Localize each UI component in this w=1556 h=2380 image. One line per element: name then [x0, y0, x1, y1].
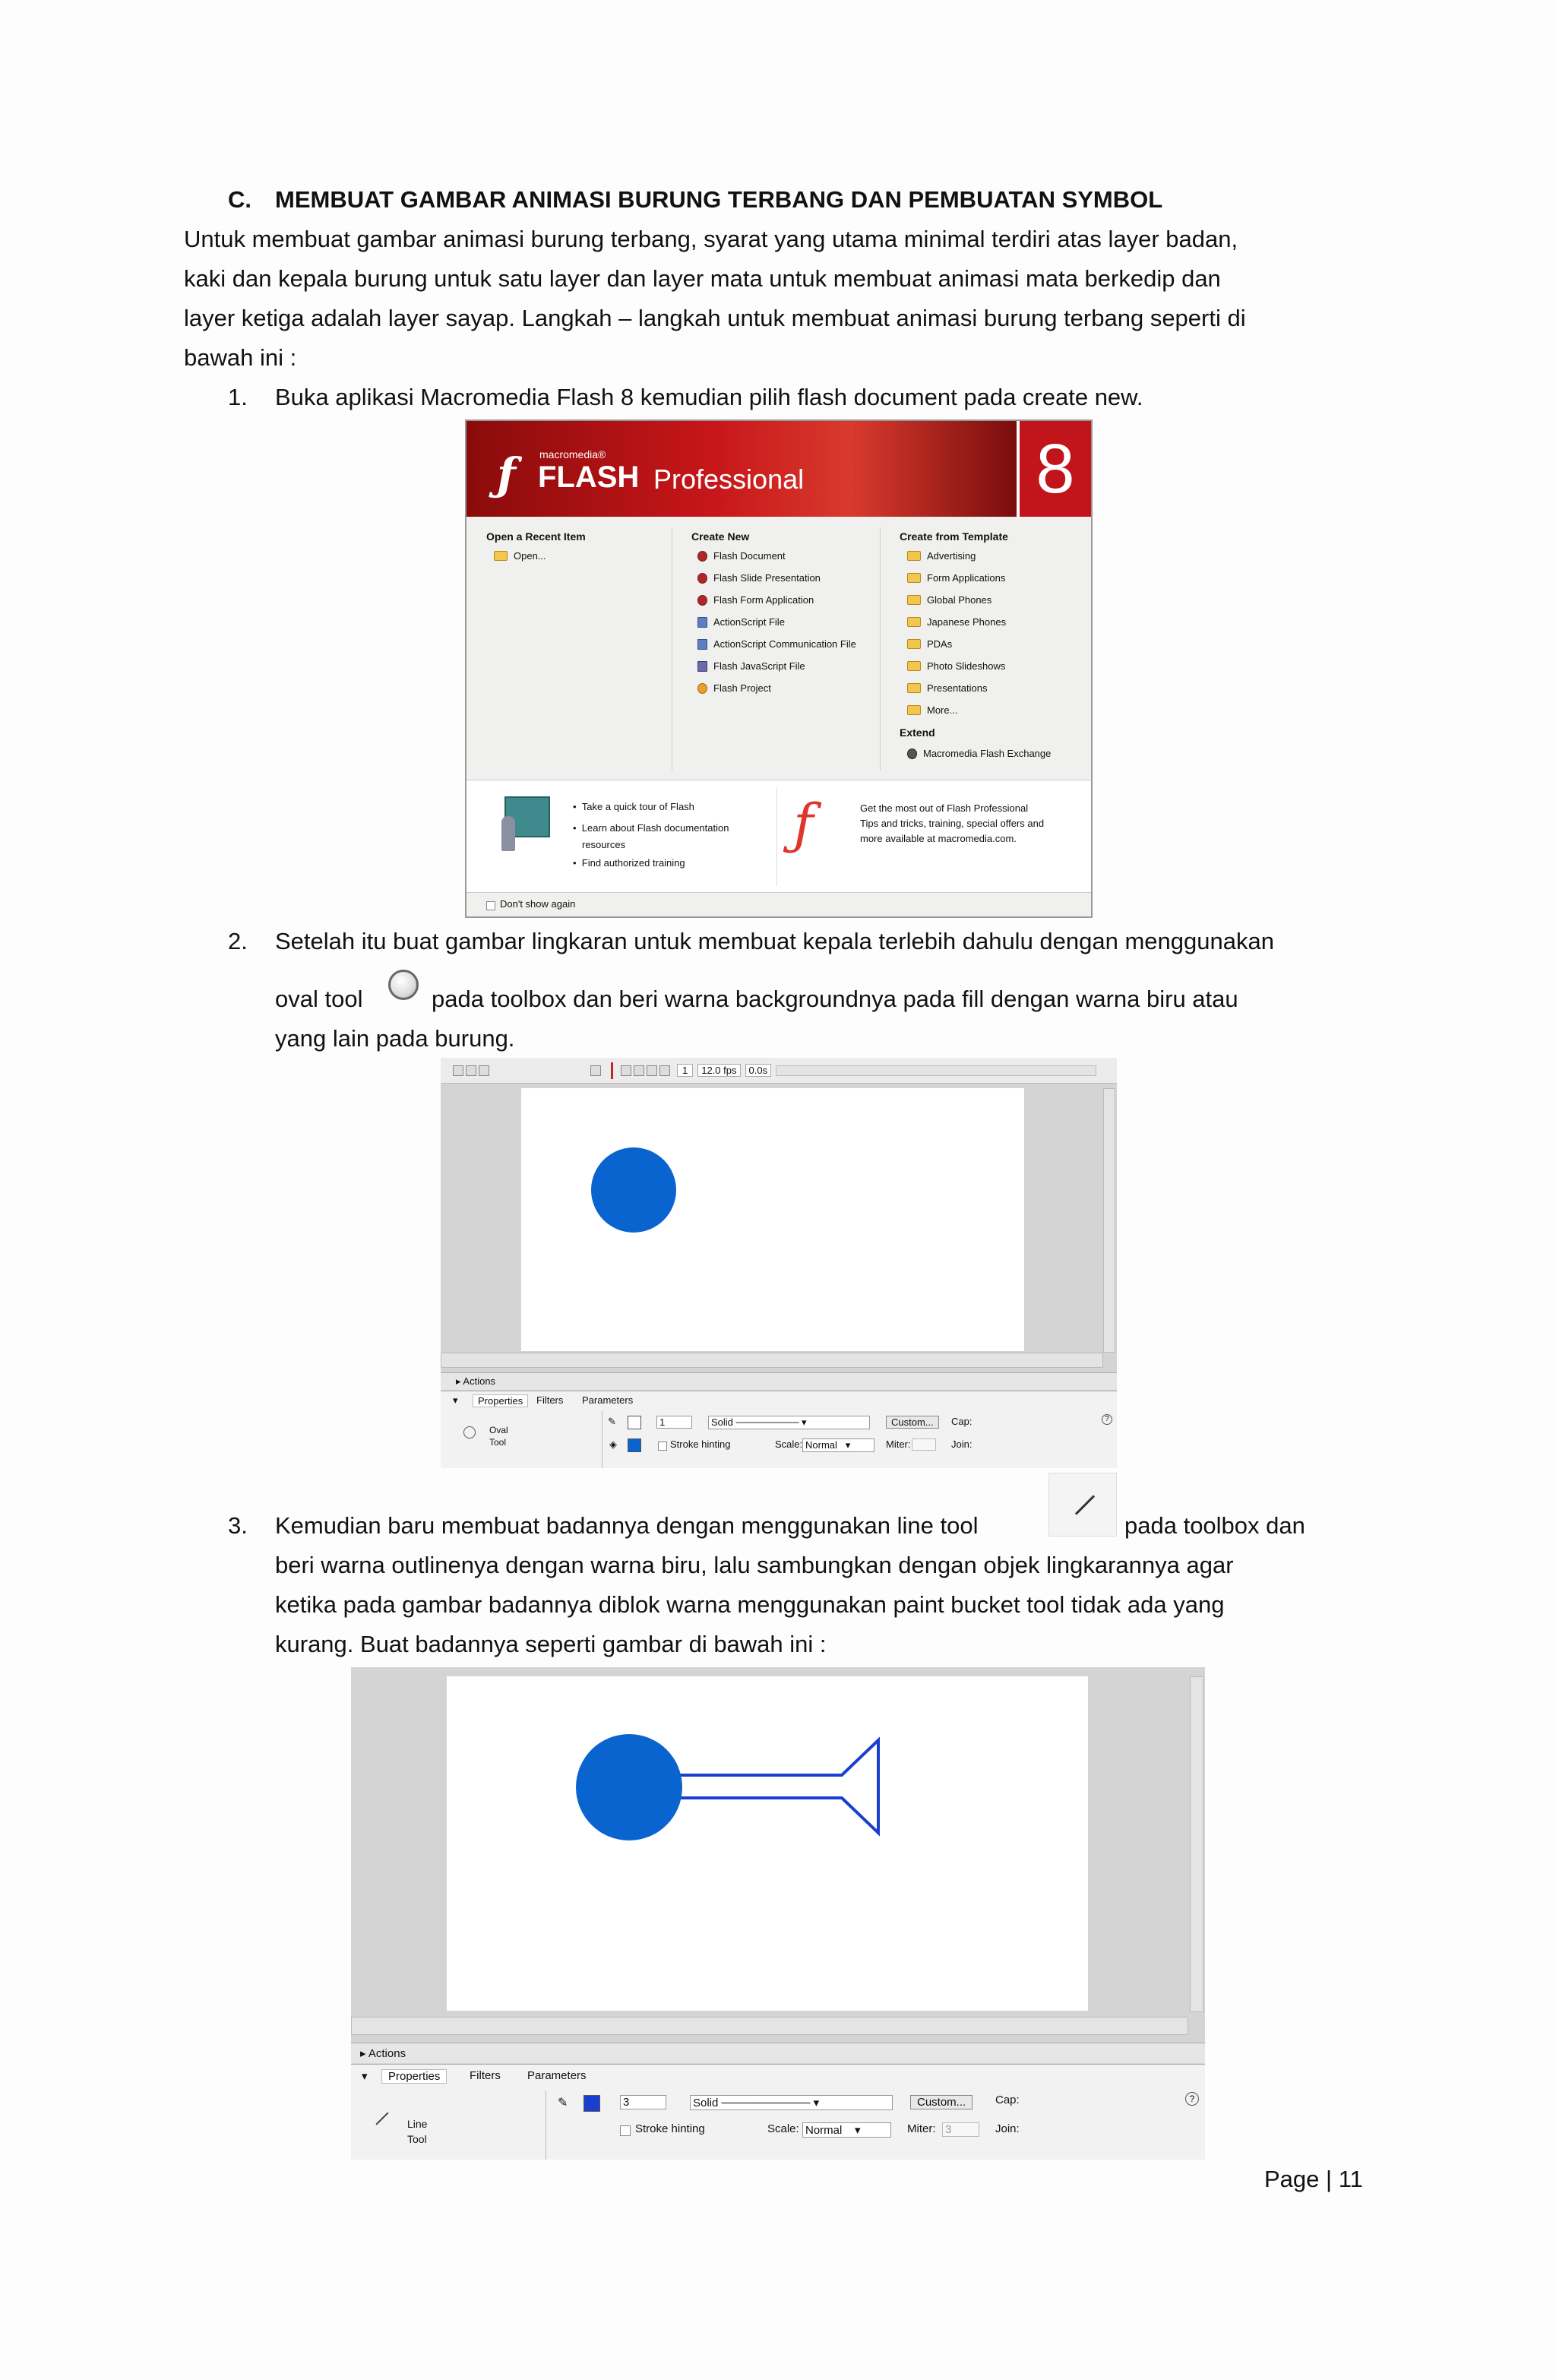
flash-product: FLASH [538, 460, 640, 494]
line-small-icon [376, 2113, 389, 2125]
step-number: 3. [228, 1512, 248, 1539]
create-new-heading: Create New [691, 530, 750, 543]
step-text: yang lain pada burung. [275, 1025, 515, 1052]
step-text: ketika pada gambar badannya diblok warna menggunakan paint bucket tool tidak ada yang [275, 1591, 1225, 1618]
tour-link-continued[interactable]: resources [582, 839, 626, 850]
tool-name: Line [407, 2118, 428, 2130]
create-new-item[interactable]: Flash JavaScript File [697, 660, 805, 672]
tour-link[interactable]: • Learn about Flash documentation [573, 822, 729, 834]
stage [521, 1088, 1024, 1351]
horizontal-scrollbar[interactable] [351, 2017, 1188, 2035]
step-text: pada toolbox dan beri warna backgroundnya pada fill dengan warna biru atau [432, 986, 1238, 1012]
create-new-item[interactable]: Flash Slide Presentation [697, 572, 821, 584]
flash-doc-icon [697, 573, 707, 584]
pencil-icon: ✎ [558, 2097, 568, 2109]
flash-brand: macromedia® [539, 448, 606, 460]
step-number: 2. [228, 928, 248, 954]
tab-properties[interactable]: Properties [381, 2069, 447, 2084]
horizontal-scrollbar[interactable] [441, 1353, 1103, 1368]
onion-outline-icon[interactable] [634, 1065, 644, 1076]
step-text: Kemudian baru membuat badannya dengan menggunakan line tool [275, 1512, 979, 1539]
actions-label: Actions [463, 1375, 496, 1387]
template-item[interactable]: Form Applications [907, 572, 1005, 584]
properties-panel [351, 2064, 1205, 2160]
step-text: kurang. Buat badannya seperti gambar di bawah ini : [275, 1631, 827, 1657]
exchange-icon [907, 748, 917, 759]
stroke-hinting-checkbox[interactable] [658, 1442, 667, 1451]
template-item[interactable]: Presentations [907, 682, 988, 694]
actions-bar[interactable]: ▸ Actions [441, 1372, 1117, 1390]
scale-label: Scale: [767, 2122, 799, 2135]
create-new-item[interactable]: Flash Form Application [697, 594, 814, 606]
template-item[interactable]: Japanese Phones [907, 616, 1006, 628]
flash-doc-icon [697, 551, 707, 562]
vertical-scrollbar[interactable] [1190, 1676, 1203, 2012]
page-label: Page [1264, 2166, 1320, 2192]
join-label: Join: [995, 2122, 1020, 2135]
section-letter: C. [228, 186, 251, 213]
stroke-hinting-checkbox[interactable] [620, 2125, 631, 2136]
dont-show-label: Don't show again [500, 898, 576, 910]
stroke-hinting-label: Stroke hinting [670, 1438, 731, 1450]
flash-version-box [1017, 421, 1091, 517]
tab-parameters[interactable]: Parameters [582, 1394, 634, 1406]
flash-f-icon: ƒ [793, 792, 814, 856]
line-tool-icon [1048, 1473, 1117, 1537]
stroke-color-swatch[interactable] [584, 2095, 600, 2112]
oval-shape[interactable] [591, 1147, 676, 1233]
edit-multiple-icon[interactable] [647, 1065, 657, 1076]
vertical-scrollbar[interactable] [1103, 1088, 1115, 1353]
page-separator: | [1326, 2166, 1333, 2192]
oval-tool-screenshot [441, 1058, 1117, 1468]
tour-link[interactable]: • Find authorized training [573, 857, 685, 869]
miter-input[interactable] [912, 1438, 936, 1451]
custom-button[interactable]: Custom... [886, 1416, 939, 1429]
stage [447, 1676, 1088, 2011]
create-new-item[interactable]: Flash Project [697, 682, 771, 694]
open-recent-item[interactable]: Open... [494, 550, 546, 562]
timeline-toolbar [441, 1058, 1117, 1084]
create-new-item[interactable]: ActionScript Communication File [697, 638, 856, 650]
tool-name: Oval [489, 1425, 508, 1435]
bottom-divider [776, 787, 777, 886]
edit-icon[interactable] [453, 1065, 463, 1076]
scale-select[interactable]: Normal ▾ [802, 1438, 874, 1452]
template-item[interactable]: Advertising [907, 550, 976, 562]
collapse-icon[interactable]: ▾ [362, 2070, 368, 2083]
tool-name: Tool [407, 2133, 427, 2145]
miter-input[interactable]: 3 [942, 2122, 979, 2137]
folder-icon [907, 661, 921, 671]
tool-name: Tool [489, 1437, 507, 1448]
stroke-height[interactable]: 3 [620, 2095, 666, 2109]
javascript-icon [697, 661, 707, 672]
line-tool-screenshot [351, 1667, 1205, 2160]
elapsed-time: 0.0s [745, 1064, 772, 1077]
step-text: oval tool [275, 986, 363, 1012]
step-text: Setelah itu buat gambar lingkaran untuk membuat kepala terlebih dahulu dengan menggunakan [275, 928, 1274, 954]
promo-text: Get the most out of Flash Professional [860, 802, 1029, 814]
pencil-icon: ✎ [608, 1416, 616, 1427]
layer-icon[interactable] [479, 1065, 489, 1076]
tour-link[interactable]: • Take a quick tour of Flash [573, 801, 694, 812]
stroke-height[interactable]: 1 [656, 1416, 692, 1429]
tab-parameters[interactable]: Parameters [527, 2069, 587, 2082]
fill-color-swatch[interactable] [628, 1438, 641, 1452]
folder-icon [907, 639, 921, 649]
template-item[interactable]: Photo Slideshows [907, 660, 1005, 672]
folder-icon [907, 573, 921, 583]
actions-bar[interactable]: ▸ Actions [351, 2043, 1205, 2063]
frame-rate: 12.0 fps [697, 1064, 740, 1077]
promo-text: more available at macromedia.com. [860, 833, 1017, 844]
col-divider [880, 527, 881, 771]
step-text: Buka aplikasi Macromedia Flash 8 kemudian pilih flash document pada create new. [275, 384, 1143, 410]
template-item[interactable]: Global Phones [907, 594, 991, 606]
tab-filters[interactable]: Filters [536, 1394, 564, 1406]
folder-icon [907, 683, 921, 693]
page-footer [1264, 2160, 1363, 2199]
intro-line: layer ketiga adalah layer sayap. Langkah – langkah untuk membuat animasi burung terbang seperti di [184, 305, 1246, 331]
dont-show-checkbox[interactable] [486, 901, 495, 910]
template-heading: Create from Template [900, 530, 1008, 543]
miter-label: Miter: [886, 1438, 911, 1450]
scale-select[interactable]: Normal ▾ [802, 2122, 891, 2138]
flash-start-screenshot [465, 419, 1093, 918]
intro-line: Untuk membuat gambar animasi burung terbang, syarat yang utama minimal terdiri atas layer badan, [184, 226, 1238, 252]
folder-icon [907, 617, 921, 627]
template-item[interactable]: PDAs [907, 638, 952, 650]
current-frame: 1 [677, 1064, 693, 1077]
section-title: MEMBUAT GAMBAR ANIMASI BURUNG TERBANG DAN PEMBUATAN SYMBOL [275, 186, 1163, 213]
help-icon[interactable]: ? [1102, 1414, 1112, 1425]
onion-icon[interactable] [621, 1065, 631, 1076]
bird-drawing [447, 1676, 1088, 2011]
project-icon [697, 683, 707, 694]
oval-small-icon [463, 1426, 476, 1438]
create-new-item[interactable]: ActionScript File [697, 616, 785, 628]
undo-icon[interactable] [466, 1065, 476, 1076]
oval-tool-icon [384, 965, 422, 1005]
stroke-style-select[interactable]: Solid ─────────── ▾ [690, 2095, 893, 2110]
head-circle[interactable] [576, 1734, 682, 1840]
tour-figure [501, 816, 515, 851]
promo-text: Tips and tricks, training, special offers and [860, 818, 1045, 829]
timeline-scrollbar[interactable] [776, 1065, 1096, 1076]
flash-version: 8 [1036, 429, 1075, 508]
intro-line: bawah ini : [184, 344, 297, 371]
create-new-item[interactable]: Flash Document [697, 550, 786, 562]
flash-edition: Professional [653, 464, 805, 495]
paint-bucket-icon: ◈ [609, 1438, 617, 1450]
cap-label: Cap: [995, 2094, 1020, 2106]
scale-label: Scale: [775, 1438, 803, 1450]
onion-markers-icon[interactable] [659, 1065, 670, 1076]
folder-icon [907, 595, 921, 605]
extend-heading: Extend [900, 726, 935, 739]
step-text: beri warna outlinenya dengan warna biru, lalu sambungkan dengan objek lingkarannya agar [275, 1552, 1234, 1578]
step-text: pada toolbox dan [1124, 1512, 1305, 1539]
custom-button[interactable]: Custom... [910, 2095, 972, 2109]
stroke-color-swatch[interactable] [628, 1416, 641, 1429]
cap-label: Cap: [951, 1416, 972, 1427]
join-label: Join: [951, 1438, 972, 1450]
playhead-icon [611, 1062, 613, 1079]
tab-properties[interactable]: Properties [473, 1394, 528, 1407]
folder-icon [494, 551, 508, 561]
intro-line: kaki dan kepala burung untuk satu layer dan layer mata untuk membuat animasi mata berkedip dan [184, 265, 1221, 292]
folder-icon [907, 551, 921, 561]
help-icon[interactable]: ? [1185, 2092, 1199, 2106]
template-item[interactable]: More... [907, 704, 957, 716]
trash-icon[interactable] [590, 1065, 601, 1076]
properties-panel [441, 1391, 1117, 1468]
actionscript-icon [697, 617, 707, 628]
open-recent-heading: Open a Recent Item [486, 530, 586, 543]
extend-item[interactable]: Macromedia Flash Exchange [907, 748, 1051, 759]
tab-filters[interactable]: Filters [470, 2069, 501, 2082]
actions-label: Actions [368, 2047, 406, 2060]
page-number: 11 [1338, 2166, 1363, 2192]
flash-doc-icon [697, 595, 707, 606]
miter-label: Miter: [907, 2122, 936, 2135]
stroke-hinting-label: Stroke hinting [635, 2122, 705, 2135]
actionscript-icon [697, 639, 707, 650]
step-number: 1. [228, 384, 248, 410]
flash-f-logo: ƒ [497, 448, 516, 500]
stroke-style-select[interactable]: Solid ───────── ▾ [708, 1416, 870, 1429]
folder-icon [907, 705, 921, 715]
collapse-icon[interactable]: ▾ [453, 1394, 458, 1406]
